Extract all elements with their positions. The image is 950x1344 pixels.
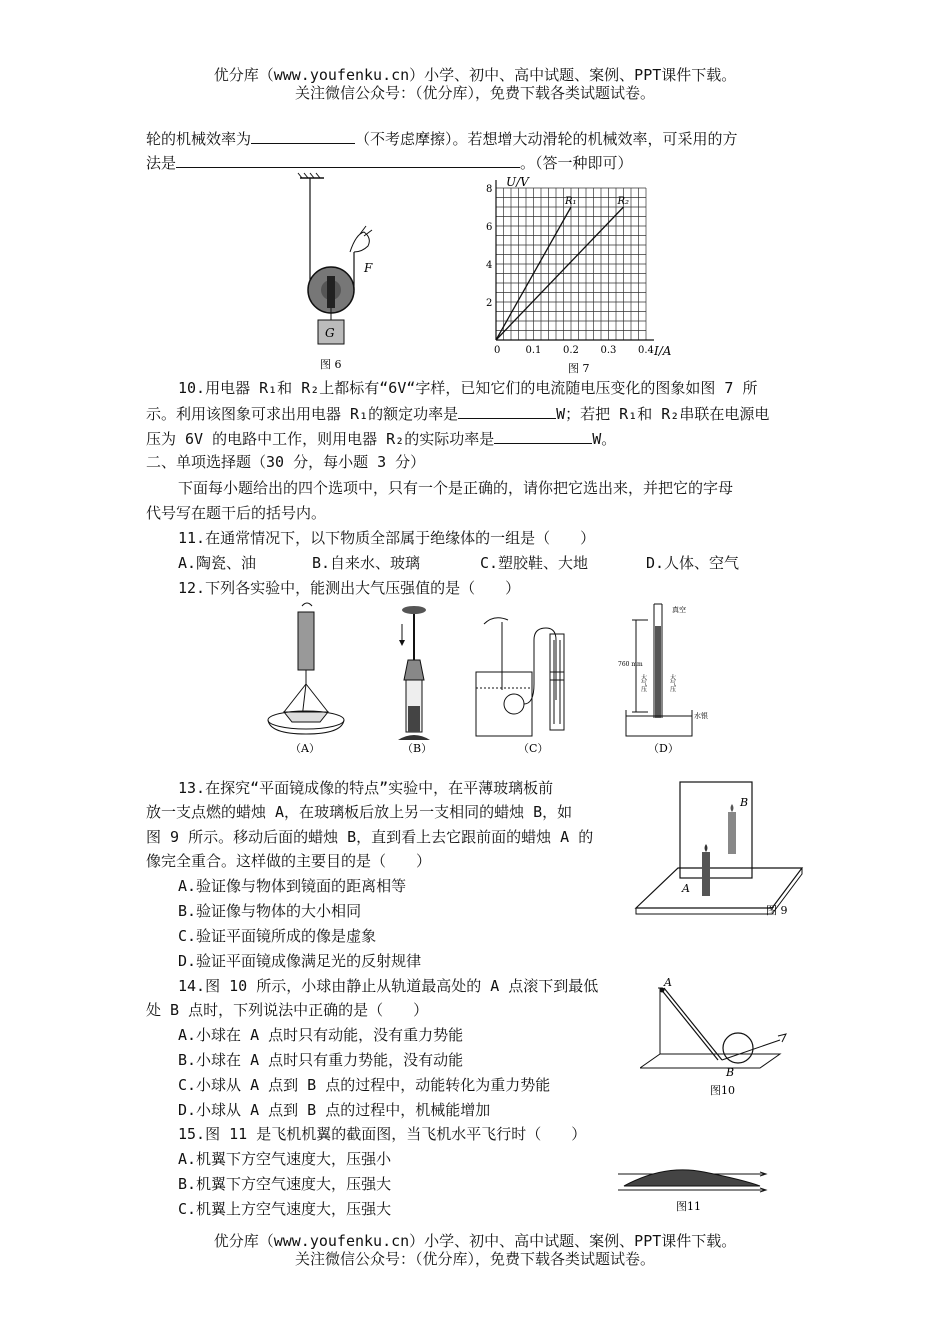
answer-blank[interactable]	[251, 128, 355, 144]
q13-line-4: 像完全重合。这样做的主要目的是（ ）	[146, 852, 432, 870]
series-label-2: R₂	[617, 196, 630, 207]
q12-stem: 12.下列各实验中，能测出大气压强值的是（ ）	[178, 579, 521, 597]
figure-11-caption: 图11	[676, 1200, 701, 1213]
q13-option-d[interactable]: D.验证平面镜成像满足光的反射规律	[178, 952, 422, 970]
answer-blank[interactable]	[176, 152, 520, 168]
q9-line-2: 法是 。（答一种即可）	[146, 154, 633, 172]
q11-option-c[interactable]: C.塑胶鞋、大地	[480, 554, 589, 572]
label-a: （A）	[290, 742, 320, 755]
q11-option-b[interactable]: B.自来水、玻璃	[312, 554, 421, 572]
label-pressure-1: 大气压	[639, 674, 647, 692]
q11-option-d[interactable]: D.人体、空气	[646, 554, 740, 572]
q10-line-1: 10.用电器 R₁和 R₂上都标有“6V“字样，已知它们的电流随电压变化的图象如图 7 所	[178, 379, 758, 397]
label-b: （B）	[402, 742, 433, 755]
y-axis-label: U/V	[506, 175, 529, 189]
origin-label: 0	[494, 345, 501, 356]
q11-option-a[interactable]: A.陶瓷、油	[178, 554, 257, 572]
section-2-title: 二、单项选择题（30 分，每小题 3 分）	[146, 453, 426, 471]
header-line-2: 关注微信公众号：（优分库），免费下载各类试题试卷。	[294, 84, 655, 102]
q15-stem: 15.图 11 是飞机机翼的截面图，当飞机水平飞行时（ ）	[178, 1125, 587, 1143]
q15-option-c[interactable]: C.机翼上方空气速度大，压强大	[178, 1200, 392, 1218]
q15-option-a[interactable]: A.机翼下方空气速度大，压强小	[178, 1150, 392, 1168]
footer-line-1: 优分库（www.youfenku.cn）小学、初中、高中试题、案例、PPT课件下载。	[213, 1232, 737, 1250]
experiment-b	[398, 606, 432, 755]
q14-option-b[interactable]: B.小球在 A 点时只有重力势能，没有动能	[178, 1051, 464, 1069]
figure-6-caption: 图 6	[320, 358, 342, 371]
label-a: A	[664, 976, 672, 989]
q13-line-1: 13.在探究“平面镜成像的特点”实验中，在平薄玻璃板前	[178, 779, 554, 797]
section-2-instruction-1: 下面每小题给出的四个选项中，只有一个是正确的，请你把它选出来，并把它的字母	[178, 479, 734, 497]
x-axis-label: I/A	[654, 344, 672, 358]
y-tick-label: 4	[486, 260, 493, 271]
q14-option-a[interactable]: A.小球在 A 点时只有动能，没有重力势能	[178, 1026, 464, 1044]
experiment-d	[618, 604, 708, 755]
label-b: B	[726, 1066, 735, 1079]
footer-line-2: 关注微信公众号：（优分库），免费下载各类试题试卷。	[294, 1250, 655, 1268]
label-pressure-2: 大气压	[668, 674, 676, 692]
y-tick-label: 8	[486, 184, 493, 195]
q13-line-2: 放一支点燃的蜡烛 A，在玻璃板后放上另一支相同的蜡烛 B，如	[146, 803, 573, 821]
x-tick-label: 0.3	[600, 345, 617, 356]
q14-line-2: 处 B 点时，下列说法中正确的是（ ）	[146, 1001, 429, 1019]
q9-line-1: 轮的机械效率为 （不考虑摩擦）。若想增大动滑轮的机械效率，可采用的方	[146, 130, 738, 148]
figure-10-track	[640, 974, 800, 1100]
q13-line-3: 图 9 所示。移动后面的蜡烛 B，直到看上去它跟前面的蜡烛 A 的	[146, 828, 594, 846]
q11-stem: 11.在通常情况下，以下物质全部属于绝缘体的一组是（ ）	[178, 529, 596, 547]
q10-line-2: 示。利用该图象可求出用电器 R₁的额定功率是 W；若把 R₁和 R₂串联在电源电	[146, 405, 770, 423]
label-mercury: 水银	[694, 712, 708, 720]
q14-option-d[interactable]: D.小球从 A 点到 B 点的过程中，机械能增加	[178, 1101, 491, 1119]
x-tick-label: 0.1	[525, 345, 542, 356]
label-f: F	[364, 261, 373, 275]
q13-option-c[interactable]: C.验证平面镜所成的像是虚象	[178, 927, 377, 945]
answer-blank[interactable]	[458, 403, 556, 419]
figure-11-wing	[614, 1164, 774, 1214]
q14-line-1: 14.图 10 所示，小球由静止从轨道最高处的 A 点滚下到最低	[178, 977, 599, 995]
y-tick-label: 6	[486, 222, 493, 233]
q15-option-b[interactable]: B.机翼下方空气速度大，压强大	[178, 1175, 392, 1193]
q14-option-c[interactable]: C.小球从 A 点到 B 点的过程中，动能转化为重力势能	[178, 1076, 551, 1094]
q13-option-a[interactable]: A.验证像与物体到镜面的距离相等	[178, 877, 407, 895]
series-label-1: R₁	[565, 196, 577, 207]
y-tick-label: 2	[486, 298, 493, 309]
figure-9-caption: 图 9	[766, 904, 788, 917]
experiment-a	[268, 603, 344, 755]
figure-7-caption: 图 7	[568, 362, 590, 375]
q10-line-3: 压为 6V 的电路中工作，则用电器 R₂的实际功率是 W。	[146, 430, 617, 448]
chart-series	[496, 196, 629, 340]
header-line-1: 优分库（www.youfenku.cn）小学、初中、高中试题、案例、PPT课件下载。	[213, 66, 737, 84]
x-tick-label: 0.4	[638, 345, 654, 356]
answer-blank[interactable]	[494, 428, 592, 444]
x-tick-label: 0.2	[563, 345, 579, 356]
label-d: （D）	[648, 742, 679, 755]
figure-10-caption: 图10	[710, 1084, 735, 1097]
experiment-c	[476, 618, 564, 755]
figure-7-chart	[476, 172, 686, 376]
figure-12-experiments	[262, 600, 732, 758]
label-g: G	[325, 326, 335, 340]
figure-9-mirror	[632, 768, 812, 926]
label-vacuum: 真空	[672, 606, 686, 614]
label-b: B	[740, 796, 749, 809]
figure-6-pulley	[280, 172, 390, 372]
q13-option-b[interactable]: B.验证像与物体的大小相同	[178, 902, 362, 920]
label-760mm: 760 mm	[618, 661, 643, 668]
label-a: A	[682, 882, 690, 895]
label-c: （C）	[518, 742, 549, 755]
section-2-instruction-2: 代号写在题干后的括号内。	[146, 504, 327, 522]
